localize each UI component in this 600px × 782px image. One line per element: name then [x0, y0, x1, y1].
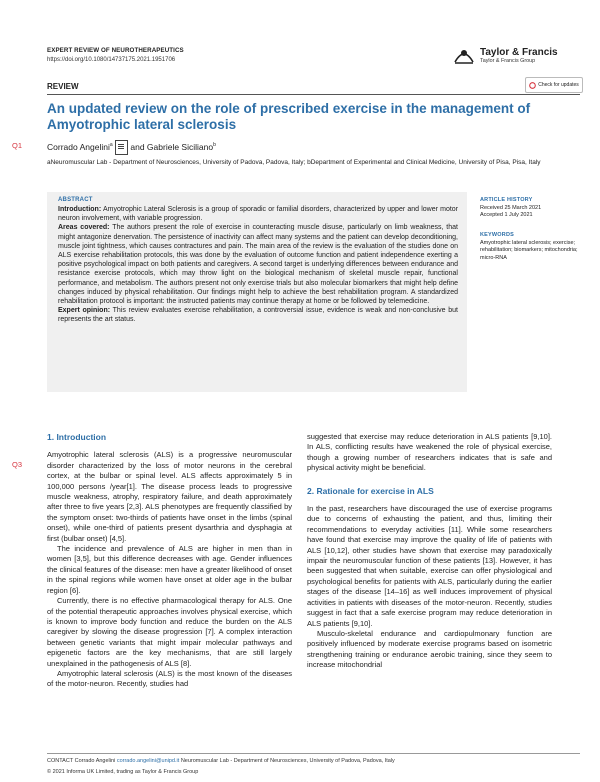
query-marker-q1[interactable]: Q1	[12, 141, 23, 150]
affiliations: aNeuromuscular Lab - Department of Neurosciences, University of Padova, Padova, Italy; bDepartment of Experimental and Clinical Medicine, University of Pisa, Pisa, Italy	[47, 159, 541, 166]
publisher-logo-icon	[452, 44, 476, 66]
paragraph: Amyotrophic lateral sclerosis (ALS) is the most known of the diseases of the motor-neuron. Recently, studies had	[47, 668, 292, 689]
author-line: Corrado Angelini$^a$ and Gabriele Siciliano$^b$	[47, 140, 216, 155]
column-left	[47, 432, 292, 690]
paragraph: Amyotrophic lateral sclerosis (ALS) is a progressive neuromuscular disorder characterized by the loss of motor neurons in the cerebral cortex, at the bulbar or spinal level. ALS affects approximately 5 in 100,000 persons /year[1]. The disease process leads to progressive muscle weakness, atrophy, respiratory failure, and death approximately after three to five years [2,3]. ALS phenotypes are frequently classified by the symptom onset: two-thirds of patients have onset in the limbs (spinal onset), while one-third of patients present dysarthria and dysphagia at first (bulbar onset) [4,5].	[47, 450, 292, 543]
article-title: An updated review on the role of prescribed exercise in the management of Amyotrophic lateral sclerosis	[47, 101, 531, 132]
author-1[interactable]: Corrado Angelini	[47, 141, 110, 152]
contact-line: CONTACT Corrado Angelini corrado.angelini@unipd.it Neuromuscular Lab - Department of Neurosciences, University of Padova, Padova, Italy	[47, 758, 395, 764]
paragraph: The incidence and prevalence of ALS are higher in men than in women [3,5], but this difference decreases with age. Gender influences the clinical features of the disease: men have a greater likelihood of onset in the spinal regions while women have onset at older age in the bulbar region [6].	[47, 544, 292, 595]
keywords: KEYWORDS Amyotrophic lateral sclerosis; exercise; rehabilitation; biomarkers; mitochondria; micro-RNA	[480, 232, 578, 261]
note-icon[interactable]	[115, 140, 128, 155]
publisher-name: Taylor & Francis	[480, 47, 558, 58]
paragraph: Musculo-skeletal endurance and cardiopulmonary function are positively influenced by moderate exercise programs based on isometric strengthening training or endurance aerobic training, since they seem to increase mitochondrial	[307, 628, 552, 670]
refresh-icon	[529, 82, 536, 89]
email-link[interactable]: corrado.angelini@unipd.it	[116, 758, 180, 764]
publisher-group: Taylor & Francis Group	[480, 58, 536, 64]
query-marker-q3[interactable]: Q3	[12, 460, 23, 469]
paragraph: suggested that exercise may reduce deterioration in ALS patients [9,10]. In ALS, conflicting results have weakened the role of physical exercise, though a growing number of researchers indicates that is safe and physical activity might be beneficial.	[307, 432, 552, 473]
article-history: ARTICLE HISTORY Received 25 March 2021 Accepted 1 July 2021	[480, 197, 542, 218]
check-updates-label: Check for updates	[538, 82, 579, 88]
section-2-title: 2. Rationale for exercise in ALS	[307, 485, 434, 496]
abstract-body: Introduction: Amyotrophic Lateral Sclerosis is a group of sporadic or familial disorders, characterized by upper and lower motor neuron involvement, with variable progression. Areas covered: The authors present the role of exercise in counteracting muscle disuse, particularly on limb weakness, that might antagonize denervation. The persistence of inactivity can affect many systems and the patient can develop deconditioning, muscle joint tightness, which causes contractures and pain. The main area of the review is the evaluation of the studies done on ALS exercise rehabilitation protocols, this was done by the evaluation of outcome function and patient independence exerting a positive psychological impact on both patients and caregivers. A second target is underlying differences between endurance and resistance exercise protocols, which may throw light on the biological mechanism of skeletal muscle repair, functional performance, and metabolism. The authors present not only exercise trials but also molecular biomarkers that might help define changes induced by physical rehabilitation. Our findings might help to achieve the best rehabilitation program. A standardized rehabilitation protocol is important: the instructed patients may continue therapy at home or be followed by telemedicine. Expert opinion: This review evaluates exercise rehabilitation, a controversial issue, evidence is weak and non-conclusive but represents the art status.	[58, 206, 458, 324]
doi-link[interactable]: https://doi.org/10.1080/14737175.2021.1951706	[47, 57, 176, 63]
header-divider	[47, 94, 580, 95]
paragraph: Currently, there is no effective pharmacological therapy for ALS. One of the potential therapeutic approaches involves physical exercise, which is known to improve body function and reduce the burden on the ALS caregiver by slowing the disease progression [7]. A complex interaction between genetic variants that might impair molecular pathways and epigenetic factors are the key mechanisms, that are still largely unexplained in the pathogenesis of ALS [8].	[47, 596, 292, 668]
copyright: © 2021 Informa UK Limited, trading as Taylor & Francis Group	[47, 769, 199, 775]
author-2[interactable]: and Gabriele Siciliano	[130, 141, 214, 152]
abstract-heading: ABSTRACT	[58, 197, 93, 203]
check-updates-button[interactable]	[525, 77, 583, 93]
section-label: REVIEW	[47, 82, 79, 91]
column-right	[307, 432, 552, 671]
footer-divider	[47, 753, 580, 754]
journal-name: EXPERT REVIEW OF NEUROTHERAPEUTICS	[47, 47, 184, 54]
paragraph: In the past, researchers have discouraged the use of exercise programs due to concerns of exhausting the patient, and thus, limiting their recommendations to everyday activities [11]. While some researchers have found that exercise may improve the quality of life of patients with ALS [10,12], other studies have shown that exercise may paradoxically impair the neuromuscular function of these patients [13]. However, it has been suggested that when suitable, exercise can offer physiological and psychological benefits for patients with ALS, particularly during the earlier stages of the disease [14–16] as well induces improvement of physical activities in patients with diseases of the motor-neuron. Recently, studies suggest in fact that a safe exercise program may reduce deterioration in ALS patients [9,10].	[307, 504, 552, 628]
section-1-title: 1. Introduction	[47, 432, 107, 442]
